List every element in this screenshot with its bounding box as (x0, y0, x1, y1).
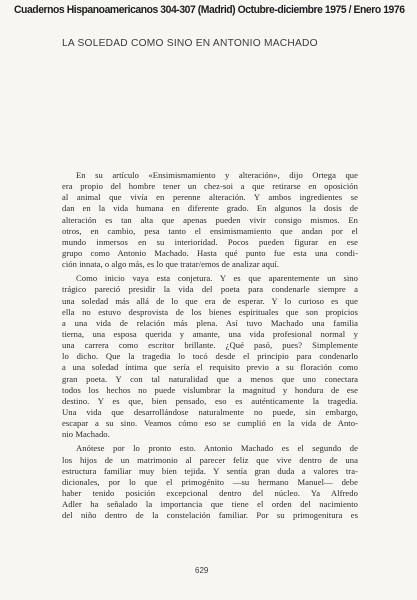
text-line: ella no estuvo desprovista de los bienes espirituales que son propicios (62, 306, 358, 317)
text-line: tierna, una esposa querida y amante, una vida profesional normal y (62, 328, 358, 339)
text-line: alteración es tan alta que apenas pueden vivir consigo mismos. En (62, 214, 358, 225)
text-line: del niño dentro de la constelación familiar. Por su primogenitura es (62, 510, 358, 521)
text-line: dicionales, por lo que el primogénito —su hermano Manuel— debe (62, 476, 358, 487)
text-line: Adler ha señalado la importancia que tiene el orden del nacimiento (62, 499, 358, 510)
text-line: lo dicho. Que la tragedia lo tocó desde el principio para condenarlo (62, 351, 358, 362)
text-line: Una vida que desarrollándose naturalmente no puede, sin embargo, (62, 406, 358, 417)
text-line: Anótese por lo pronto esto. Antonio Machado es el segundo de (76, 443, 358, 454)
text-line: estructura familiar muy bien tejida. Y sentía gran duda a valores tra- (62, 465, 358, 476)
text-line: escapar a su sino. Veamos cómo eso se cumplió en la vida de Anto- (62, 418, 358, 429)
text-line: destino. Y es que, bien pensado, eso es auténticamente la tragedia. (62, 395, 358, 406)
text-line: una carrera como escritor brillante. ¿Qué pasó, pues? Simplemente (62, 340, 358, 351)
text-line: dan en la vida humana en diferente grado. En algunos la dosis de (62, 203, 358, 214)
article-title: LA SOLEDAD COMO SINO EN ANTONIO MACHADO (62, 38, 318, 49)
text-line: a una vida de relación más plena. Así tuvo Machado una familia (62, 317, 358, 328)
text-line: Como inicio vaya esta conjetura. Y es que aparentemente un sino (76, 273, 358, 284)
text-line: nio Machado. (62, 429, 110, 440)
text-line: ción innata, o algo más, es lo que tratar/emos de analizar aquí. (62, 259, 280, 270)
text-line: En su artículo «Ensimismamiento y alteración», dijo Ortega que (76, 170, 358, 180)
text-line: gran poeta. Y con tal naturalidad que a menos que uno conectara (62, 373, 358, 384)
text-line: mundo inmersos en su interioridad. Pocos pueden figurar en ese (62, 236, 358, 247)
text-line: los hijos de un matrimonio al parecer feliz que vive dentro de una (62, 454, 358, 465)
page-number: 629 (195, 566, 209, 575)
text-line: trágico pareció presidir la vida del poeta para condenarle siempre a (62, 284, 358, 295)
text-line: haber tenido posición excepcional dentro del núcleo. Ya Alfredo (62, 487, 358, 498)
journal-header: Cuadernos Hispanoamericanos 304-307 (Madrid) Octubre-diciembre 1975 / Enero 1976 (14, 4, 405, 16)
text-line: grupo como Antonio Machado. Hasta qué punto fue esta una condi- (62, 247, 358, 258)
text-line: todos los hechos no puede vislumbrar la magnitud y hondura de ese (62, 384, 358, 395)
article-body (62, 170, 358, 521)
text-line: a una soledad íntima que sería el requisito previo a su floración como (62, 362, 358, 373)
text-line: al animal que vivía en perenne alteración. Y ambos ingredientes se (62, 192, 358, 203)
text-line: era propio del hombre tener un chez-soi a que retirarse en oposición (62, 181, 358, 192)
text-line: una soledad más allá de lo que era de esperar. Y lo curioso es que (62, 295, 358, 306)
text-line: otros, en cambio, pesa tanto el ensimismamiento que andan por el (62, 225, 358, 236)
